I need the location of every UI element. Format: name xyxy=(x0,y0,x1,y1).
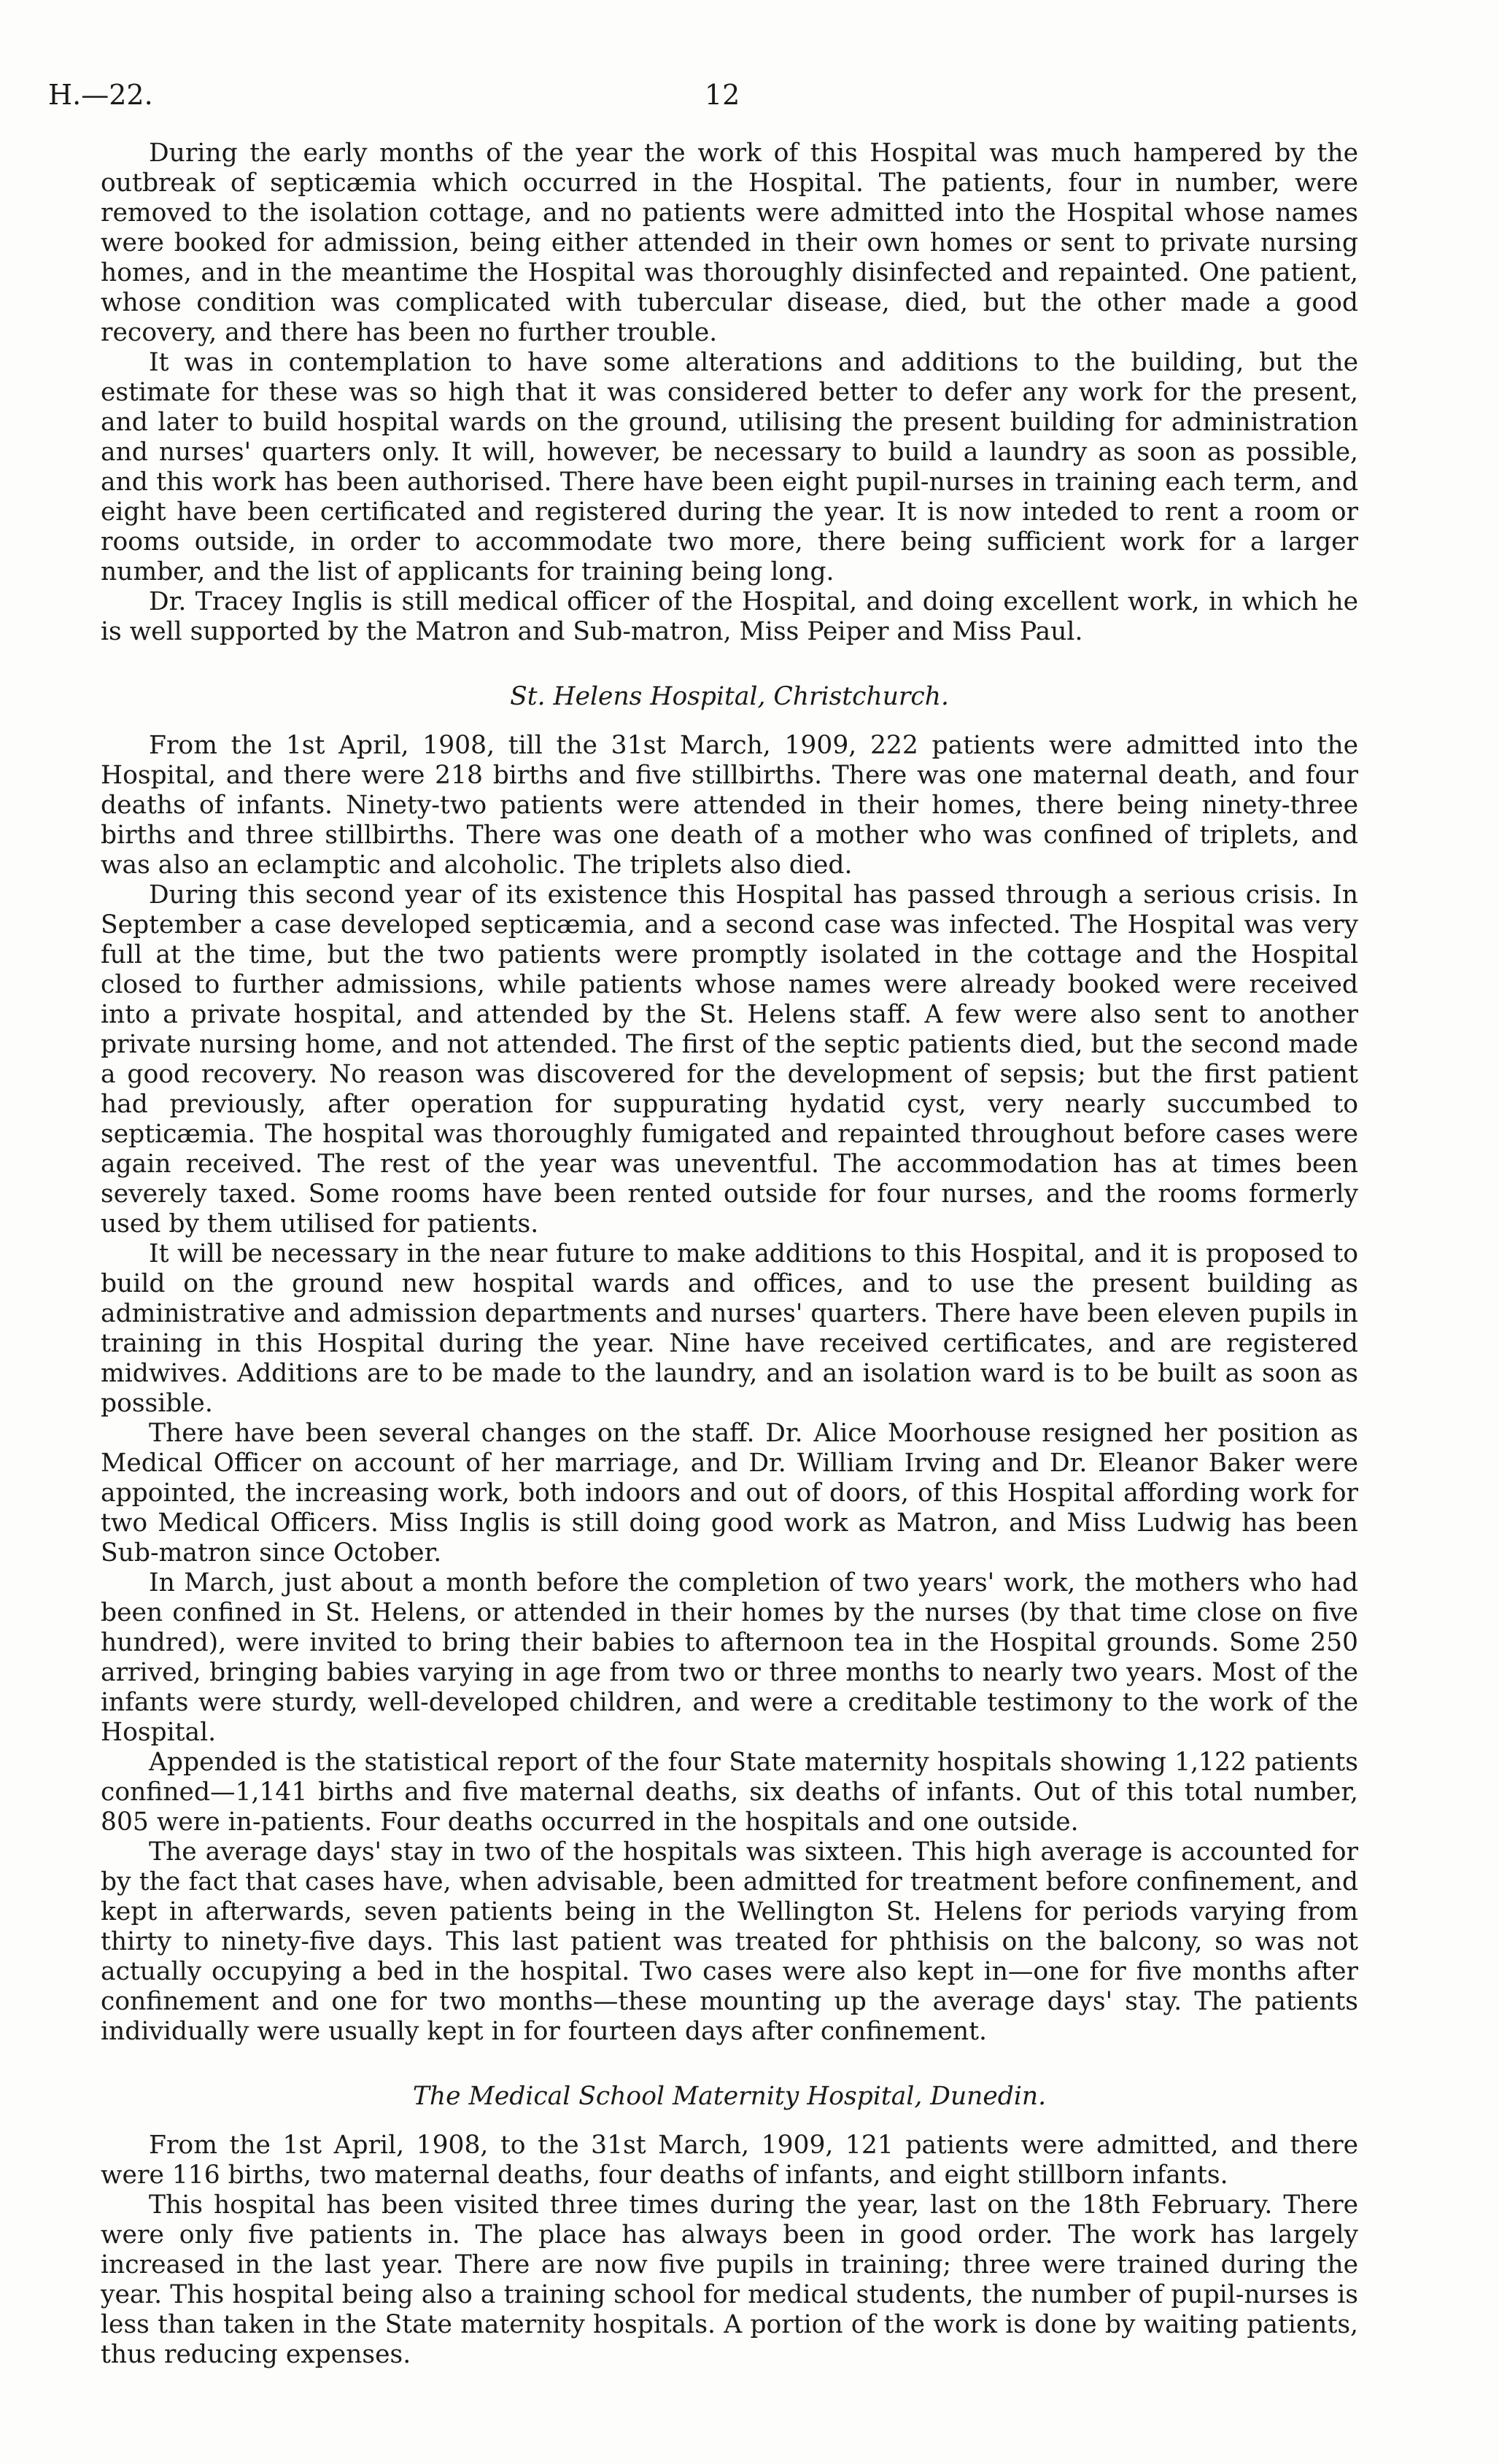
paragraph: From the 1st April, 1908, till the 31st March, 1909, 222 patients were admitted into the Hospital, and there were 218 births and five stillbirths. There was one maternal death, and four deaths of infants. Ninety-two patients were attended in their homes, there being ninety-three births and three stillbirths. There was one death of a mother who was confined of triplets, and was also an eclamptic and alcoholic. The triplets also died. xyxy=(101,731,1358,880)
paragraph: It will be necessary in the near future to make additions to this Hospital, and it is proposed to build on the ground new hospital wards and offices, and to use the present building as administrative and admission departments and nurses' quarters. There have been eleven pupils in training in this Hospital during the year. Nine have received certificates, and are registered midwives. Additions are to be made to the laundry, and an isolation ward is to be built as soon as possible. xyxy=(101,1239,1358,1418)
paragraph: There have been several changes on the staff. Dr. Alice Moorhouse resigned her position as Medical Officer on account of her marriage, and Dr. William Irving and Dr. Eleanor Baker were appointed, the increasing work, both indoors and out of doors, of this Hospital affording work for two Medical Officers. Miss Inglis is still doing good work as Matron, and Miss Ludwig has been Sub-matron since October. xyxy=(101,1419,1358,1568)
paragraph: Appended is the statistical report of the four State maternity hospitals showing 1,122 patients confined—1,141 births and five maternal deaths, six deaths of infants. Out of this total number, 805 were in-patients. Four deaths occurred in the hospitals and one outside. xyxy=(101,1748,1358,1837)
page-body xyxy=(101,139,1358,2370)
paragraph: During this second year of its existence this Hospital has passed through a serious crisis. In September a case developed septicæmia, and a second case was infected. The Hospital was very full at the time, but the two patients were promptly isolated in the cottage and the Hospital closed to further admissions, while patients whose names were already booked were received into a private hospital, and attended by the St. Helens staff. A few were also sent to another private nursing home, and not attended. The first of the septic patients died, but the second made a good recovery. No reason was discovered for the development of sepsis; but the first patient had previously, after operation for suppurating hydatid cyst, very nearly succumbed to septicæmia. The hospital was thoroughly fumigated and repainted throughout before cases were again received. The rest of the year was uneventful. The accommodation has at times been severely taxed. Some rooms have been rented outside for four nurses, and the rooms formerly used by them utilised for patients. xyxy=(101,880,1358,1239)
paragraph: Dr. Tracey Inglis is still medical officer of the Hospital, and doing excellent work, in which he is well supported by the Matron and Sub-matron, Miss Peiper and Miss Paul. xyxy=(101,587,1358,646)
section-heading-st-helens: St. Helens Hospital, Christchurch. xyxy=(510,682,949,711)
paragraph: During the early months of the year the work of this Hospital was much hampered by the outbreak of septicæmia which occurred in the Hospital. The patients, four in number, were removed to the isolation cottage, and no patients were admitted into the Hospital whose names were booked for admission, being either attended in their own homes or sent to private nursing homes, and in the meantime the Hospital was thoroughly disinfected and repainted. One patient, whose condition was complicated with tubercular disease, died, but the other made a good recovery, and there has been no further trouble. xyxy=(101,139,1358,347)
paragraph: The average days' stay in two of the hospitals was sixteen. This high average is accounted for by the fact that cases have, when advisable, been admitted for treatment before confinement, and kept in afterwards, seven patients being in the Wellington St. Helens for periods varying from thirty to ninety-five days. This last patient was treated for phthisis on the balcony, so was not actually occupying a bed in the hospital. Two cases were also kept in—one for five months after confinement and one for two months—these mounting up the average days' stay. The patients individually were usually kept in for fourteen days after confinement. xyxy=(101,1837,1358,2046)
document-reference: H.—22. xyxy=(48,79,153,111)
page-header xyxy=(48,79,1361,123)
paragraph: This hospital has been visited three times during the year, last on the 18th February. There were only five patients in. The place has always been in good order. The work has largely increased in the last year. There are now five pupils in training; three were trained during the year. This hospital being also a training school for medical students, the number of pupil-nurses is less than taken in the State maternity hospitals. A portion of the work is done by waiting patients, thus reducing expenses. xyxy=(101,2190,1358,2369)
paragraph: In March, just about a month before the completion of two years' work, the mothers who had been confined in St. Helens, or attended in their homes by the nurses (by that time close on five hundred), were invited to bring their babies to afternoon tea in the Hospital grounds. Some 250 arrived, bringing babies varying in age from two or three months to nearly two years. Most of the infants were sturdy, well-developed children, and were a creditable testimony to the work of the Hospital. xyxy=(101,1568,1358,1747)
paragraph: It was in contemplation to have some alterations and additions to the building, but the estimate for these was so high that it was considered better to defer any work for the present, and later to build hospital wards on the ground, utilising the present building for administration and nurses' quarters only. It will, however, be necessary to build a laundry as soon as possible, and this work has been authorised. There have been eight pupil-nurses in training each term, and eight have been certificated and registered during the year. It is now inteded to rent a room or rooms outside, in order to accommodate two more, there being sufficient work for a larger number, and the list of applicants for training being long. xyxy=(101,348,1358,586)
page-number: 12 xyxy=(705,79,740,111)
paragraph: From the 1st April, 1908, to the 31st March, 1909, 121 patients were admitted, and there were 116 births, two maternal deaths, four deaths of infants, and eight stillborn infants. xyxy=(101,2131,1358,2190)
section-heading-dunedin: The Medical School Maternity Hospital, Dunedin. xyxy=(412,2082,1047,2111)
